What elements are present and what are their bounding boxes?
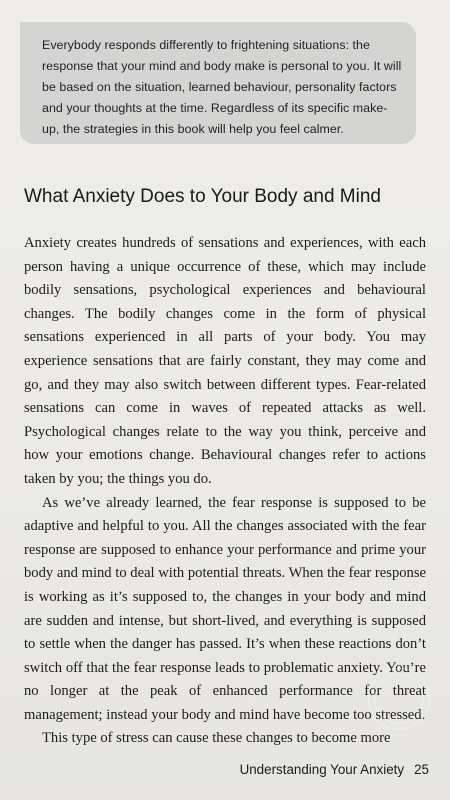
paragraph-2: As we’ve already learned, the fear response is supposed to be adaptive and helpful to you. All the changes associated with the fear response are supposed to enhance your performance and prime your body and mind to deal with potential threats. When the fear response is working as it’s supposed to, the changes in your body and mind are sudden and intense, but short-lived, and everything is supposed to settle when the danger has passed. It’s when these reactions don’t switch off that the fear response leads to problematic anxiety. You’re no longer at the peak of enhanced performance for threat management; instead your body and mind have become too stressed.	[24, 494, 426, 723]
callout-text: Everybody responds differently to frightening situations: the response that your mind and body make is personal to you. It will be based on the situation, learned behaviour, personality factors and your thoughts at the time. Regardless of its specific make-up, the strategies in this book will help you feel calmer.	[42, 38, 402, 136]
paragraph-1: Anxiety creates hundreds of sensations and experiences, with each person having a unique occurrence of these, which may include bodily sensations, psychological experiences and behavioural changes. The bodily changes come in the form of physical sensations experienced in all parts of your body. You may experience sensations that are fairly constant, they may come and go, and they may also switch between different types. Fear-related sensations can come in waves of repeated attacks as well. Psychological changes relate to the way you think, perceive and how your emotions change. Behavioural changes refer to actions taken by you; the things you do.	[24, 235, 426, 487]
page-footer	[240, 761, 429, 779]
running-title: Understanding Your Anxiety	[239, 762, 405, 777]
body-text	[24, 232, 426, 751]
paragraph-3: This type of stress can cause these changes to become more	[42, 730, 391, 747]
watermark-stamp	[368, 668, 430, 730]
page-number: 25	[414, 762, 429, 777]
callout-box	[20, 22, 416, 144]
section-heading: What Anxiety Does to Your Body and Mind	[24, 186, 381, 207]
